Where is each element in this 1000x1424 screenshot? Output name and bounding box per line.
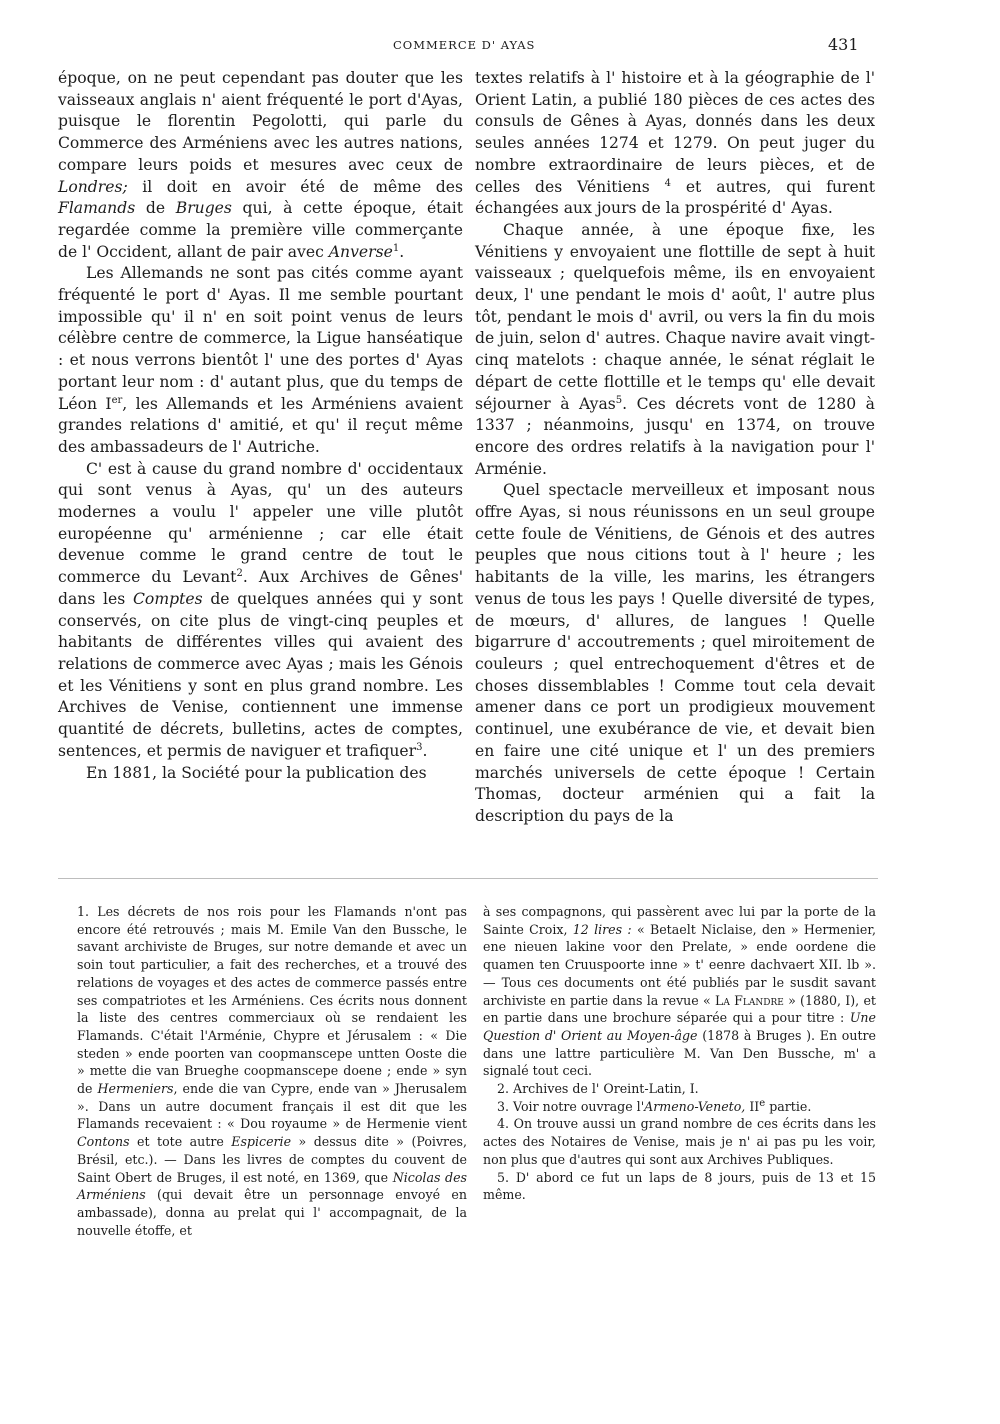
paragraph [475, 68, 875, 220]
italic-text: Une Question d' Orient au Moyen-âge [483, 1010, 876, 1043]
text-run: Chaque année, à une époque fixe, les Vénitiens y envoyaient une flottille de sept à huit vaisseaux ; quelquefois même, ils en envoyaient deux, l' une pendant le mois d' août, l' autre plus tôt, pendant le mois d' avril, ou vers la fin du mois de juin, selon d' autres. Chaque navire avait vingt-cinq matelots : chaque année, le sénat réglait le départ de cette flottille et le temps qu' elle devait séjourner à Ayas [475, 220, 875, 413]
text-run: à ses compagnons, qui passèrent avec lui par la porte de la Sainte Croix, [483, 904, 876, 937]
paragraph [58, 263, 463, 458]
italic-text: 12 lires : [572, 921, 632, 937]
text-run: 2. Archives de l' Oreint-Latin, I. [497, 1081, 699, 1097]
body-column-left [58, 68, 463, 784]
footnote-marker: 5 [615, 394, 623, 406]
footnotes-column-right [483, 903, 876, 1204]
italic-text: Flamands [58, 199, 136, 218]
text-run: C' est à cause du grand nombre d' occidentaux qui sont venus à Ayas, qu' un des auteurs modernes a voulu l' appeler une ville plutôt européenne qu' arménienne ; car elle était devenue comme le grand centre de tout le commerce du Levant [58, 459, 463, 587]
text-run: (1878 à Bruges ). En outre dans une lattre particulière M. Van Den Bussche, m' a signalé tout ceci. [483, 1027, 876, 1079]
text-run: 5. D' abord ce fut un laps de 8 jours, puis de 13 et 15 même. [483, 1169, 876, 1203]
text-run: Quel spectacle merveilleux et imposant nous offre Ayas, si nous réunissons en un seul groupe cette foule de Vénitiens, de Génois et des autres peuples que nous citions tout à l' heure ; les habitants de la ville, les marins, les étrangers venus de tous les pays ! Quelle diversité de types, de mœurs, d' allures, de langues ! Quelle bigarrure d' accoutrements ; quel miroitement de couleurs ; quel entrechoquement d'êtres et de choses dissemblables ! Comme tout cela devait amener dans ce port un prodigieux mouvement continuel, une exubérance de vie, et devait bien en faire une cité unique et l' un des premiers marchés universels de cette époque ! Certain Thomas, docteur arménien qui a fait la description du pays de la [475, 481, 875, 825]
page-number: 431 [828, 35, 859, 54]
text-run: . Aux Archives de Gênes' dans les [58, 568, 464, 608]
paragraph [58, 459, 463, 763]
paragraph [483, 1080, 876, 1098]
text-run: 3. Voir notre ouvrage l' [497, 1098, 645, 1114]
paragraph [483, 1169, 876, 1204]
italic-text: Armeno-Veneto, [644, 1098, 746, 1114]
text-run: Les Allemands ne sont pas cités comme ayant fréquenté le port d' Ayas. Il me semble pourtant impossible qu' il n' en soit point venus de leurs célèbre centre de commerce, la Ligue hanséatique : et nous verrons bientôt l' une des portes d' Ayas portant leur nom : d' autant plus, que du temps de Léon I [58, 264, 463, 413]
paragraph [483, 903, 876, 1080]
text-run: il doit en avoir été de même des [127, 177, 463, 196]
paragraph [475, 480, 875, 827]
text-run: de quelques années qui y sont conservés, on cite plus de vingt-cinq peuples et habitants de différentes villes qui avaient des relations de commerce avec Ayas ; mais les Génois et les Vénitiens y sont en plus grand nombre. Les Archives de Venise, contiennent une immense quantité de décrets, bulletins, actes de comptes, sentences, et permis de naviguer et trafiquer [58, 589, 463, 760]
text-run: textes relatifs à l' histoire et à la géographie de l' Orient Latin, a publié 180 pièces de ces actes des consuls de Gênes à Ayas, donnés dans les deux seules années 1274 et 1279. On peut juger du nombre extraordinaire de leurs pièces, et de celles des Vénitiens [475, 69, 875, 196]
text-run: . [422, 741, 428, 760]
footnote-marker: e [759, 1097, 766, 1109]
body-column-right [475, 68, 875, 828]
text-run: (qui devait être un personnage envoyé en ambassade), donna au prelat qui l' accompagnait, de la nouvelle étoffe, et [77, 1187, 467, 1238]
italic-text: Nicolas des Arméniens [77, 1169, 468, 1203]
footnote-marker: 3 [416, 741, 423, 753]
text-run: 1. Les décrets de nos rois pour les Flamands n'ont pas encore été retrouvés ; mais M. Emile Van den Bussche, le savant archiviste de Bruges, sur notre demande et avec un soin tout particulier, a fait des recherches, et a trouvé des relations de voyages et des actes de commerce passés entre ses compatriotes et les Arméniens. Ces écrits nous donnent la liste des centres commerciaux où se rendaient les Flamands. C'était l'Arménie, Chypre et Jérusalem : « Die steden » ende poorten van coopmanscepe untten Ooste die » mette die van Brueghe coopmanscepe doene ; ende » syn de [77, 904, 467, 1097]
text-run: II [745, 1098, 760, 1114]
footnotes-column-left [77, 903, 467, 1239]
text-run: 4. On trouve aussi un grand nombre de ces écrits dans les actes des Notaires de Venise, mais je n' ai pas pu les voir, non plus que d'autres qui sont aux Archives Publiques. [483, 1116, 876, 1167]
italic-text: Comptes [133, 589, 203, 608]
text-run: qui, à cette époque, était regardée comme la première ville commerçante de l' Occident, allant de pair avec [58, 199, 463, 261]
text-run: , les Allemands et les Arméniens avaient grandes relations d' amitié, et qu' il reçut même des ambassadeurs de l' Autriche. [58, 394, 463, 456]
footnote-marker: 1 [392, 242, 400, 254]
paragraph [483, 1115, 876, 1168]
text-run: . [399, 242, 405, 261]
text-run: et autres, qui furent échangées aux jours de la prospérité d' Ayas. [475, 177, 875, 218]
italic-text: Contons [77, 1134, 130, 1150]
text-run: » (1880, I), et en partie dans une brochure séparée qui a pour titre : [483, 992, 876, 1026]
paragraph [58, 763, 463, 785]
paragraph [483, 1098, 876, 1116]
italic-text: Espicerie [231, 1134, 292, 1150]
text-run: « Betaelt Niclaise, den » Hermenier, ene nieuen lakine voor den Prelate, » ende oordene die quamen ten Cruuspoorte inne » t' eenre dachvaert XII. lb ». — Tous ces documents ont été publiés par le susdit savant archiviste en partie dans la revue « [483, 921, 876, 1008]
footnote-divider [58, 878, 878, 879]
footnote-marker: 2 [236, 567, 243, 579]
text-run: , ende die van Cypre, ende van » Jherusalem ». Dans un autre document français il est dit que les Flamands recevaient : « Dou royaume » de Hermenie vient [77, 1081, 467, 1132]
small-caps-text: La Flandre [715, 992, 784, 1008]
text-run: » dessus dite » (Poivres, Brésil, etc.). — Dans les livres de comptes du couvent de Saint Obert de Bruges, il est noté, en 1369, que [77, 1134, 467, 1185]
italic-text: Hermeniers [97, 1081, 174, 1097]
text-run: et tote autre [129, 1134, 232, 1150]
running-head [0, 35, 1000, 62]
italic-text: Londres; [58, 177, 128, 196]
text-run: En 1881, la Société pour la publication des [86, 763, 427, 782]
paragraph [58, 68, 463, 263]
paragraph [475, 220, 875, 480]
text-run: époque, on ne peut cependant pas douter que les vaisseaux anglais n' aient fréquenté le port d'Ayas, puisque le florentin Pegolotti, qui parle du Commerce des Arméniens avec les autres nations, compare leurs poids et mesures avec ceux de [58, 69, 463, 174]
footnote-marker: 4 [664, 177, 671, 189]
text-run: partie. [765, 1098, 812, 1114]
text-run: de [135, 199, 176, 218]
italic-text: Bruges [175, 199, 232, 218]
running-title: COMMERCE D' AYAS [393, 38, 536, 52]
text-run: . Ces décrets vont de 1280 à 1337 ; néanmoins, jusqu' en 1374, on trouve encore des ordres relatifs à la navigation pour l' Arménie. [475, 394, 875, 478]
footnote-marker: er [111, 394, 123, 406]
paragraph [77, 903, 467, 1239]
italic-text: Anverse [328, 242, 393, 261]
